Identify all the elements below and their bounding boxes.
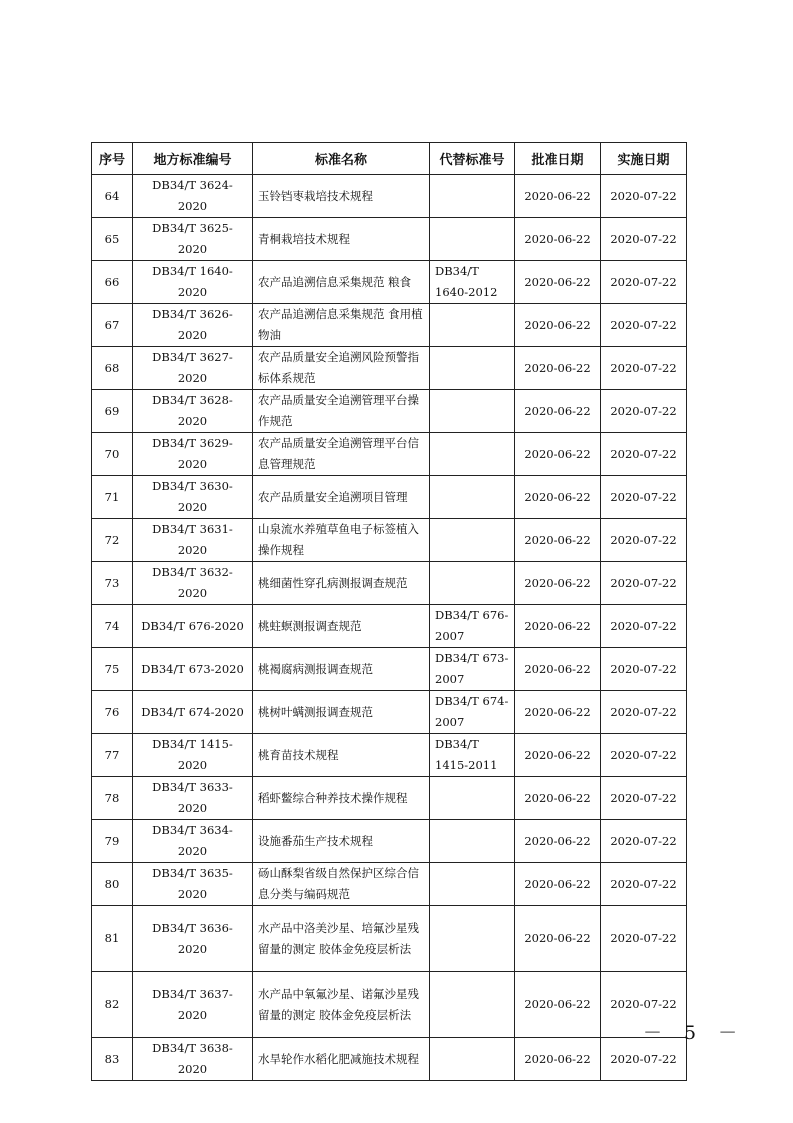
header-replaces: 代替标准号 [430, 143, 515, 175]
cell-effective: 2020-07-22 [601, 175, 687, 218]
cell-approved: 2020-06-22 [515, 863, 601, 906]
table-row [92, 347, 687, 390]
cell-approved: 2020-06-22 [515, 777, 601, 820]
cell-name: 山泉流水养殖草鱼电子标签植入操作规程 [253, 519, 430, 562]
cell-replaces: DB34/T 673-2007 [430, 648, 515, 691]
cell-code: DB34/T 3630-2020 [133, 476, 253, 519]
cell-no: 73 [92, 562, 133, 605]
table-row [92, 777, 687, 820]
cell-no: 75 [92, 648, 133, 691]
cell-code: DB34/T 3635-2020 [133, 863, 253, 906]
cell-code: DB34/T 3633-2020 [133, 777, 253, 820]
cell-no: 64 [92, 175, 133, 218]
cell-replaces: DB34/T 674-2007 [430, 691, 515, 734]
cell-approved: 2020-06-22 [515, 218, 601, 261]
cell-no: 69 [92, 390, 133, 433]
cell-code: DB34/T 676-2020 [133, 605, 253, 648]
cell-effective: 2020-07-22 [601, 218, 687, 261]
cell-effective: 2020-07-22 [601, 261, 687, 304]
cell-replaces [430, 906, 515, 972]
cell-name: 桃蛀螟测报调查规范 [253, 605, 430, 648]
cell-no: 68 [92, 347, 133, 390]
cell-name: 玉铃铛枣栽培技术规程 [253, 175, 430, 218]
cell-effective: 2020-07-22 [601, 605, 687, 648]
cell-effective: 2020-07-22 [601, 433, 687, 476]
cell-code: DB34/T 3624-2020 [133, 175, 253, 218]
cell-replaces [430, 863, 515, 906]
cell-name: 桃褐腐病测报调查规范 [253, 648, 430, 691]
cell-approved: 2020-06-22 [515, 476, 601, 519]
cell-no: 77 [92, 734, 133, 777]
cell-no: 74 [92, 605, 133, 648]
cell-name: 农产品追溯信息采集规范 食用植物油 [253, 304, 430, 347]
cell-name: 农产品质量安全追溯风险预警指标体系规范 [253, 347, 430, 390]
cell-approved: 2020-06-22 [515, 605, 601, 648]
cell-replaces [430, 304, 515, 347]
cell-no: 70 [92, 433, 133, 476]
cell-no: 65 [92, 218, 133, 261]
cell-name: 桃树叶螨测报调查规范 [253, 691, 430, 734]
cell-no: 83 [92, 1038, 133, 1081]
cell-approved: 2020-06-22 [515, 734, 601, 777]
cell-no: 80 [92, 863, 133, 906]
cell-code: DB34/T 3634-2020 [133, 820, 253, 863]
cell-effective: 2020-07-22 [601, 906, 687, 972]
cell-no: 71 [92, 476, 133, 519]
cell-effective: 2020-07-22 [601, 648, 687, 691]
cell-approved: 2020-06-22 [515, 175, 601, 218]
cell-replaces [430, 562, 515, 605]
table-row [92, 261, 687, 304]
cell-approved: 2020-06-22 [515, 1038, 601, 1081]
cell-approved: 2020-06-22 [515, 820, 601, 863]
cell-effective: 2020-07-22 [601, 777, 687, 820]
header-code: 地方标准编号 [133, 143, 253, 175]
table-row [92, 906, 687, 972]
cell-replaces: DB34/T 676-2007 [430, 605, 515, 648]
cell-code: DB34/T 3629-2020 [133, 433, 253, 476]
cell-replaces [430, 390, 515, 433]
cell-no: 78 [92, 777, 133, 820]
cell-name: 砀山酥梨省级自然保护区综合信息分类与编码规范 [253, 863, 430, 906]
cell-replaces [430, 1038, 515, 1081]
table-row [92, 734, 687, 777]
table-row [92, 562, 687, 605]
table-row [92, 476, 687, 519]
cell-code: DB34/T 3625-2020 [133, 218, 253, 261]
cell-effective: 2020-07-22 [601, 476, 687, 519]
cell-code: DB34/T 3627-2020 [133, 347, 253, 390]
cell-code: DB34/T 673-2020 [133, 648, 253, 691]
cell-effective: 2020-07-22 [601, 691, 687, 734]
cell-effective: 2020-07-22 [601, 304, 687, 347]
cell-replaces [430, 519, 515, 562]
cell-no: 76 [92, 691, 133, 734]
cell-name: 设施番茄生产技术规程 [253, 820, 430, 863]
cell-approved: 2020-06-22 [515, 519, 601, 562]
cell-effective: 2020-07-22 [601, 820, 687, 863]
cell-effective: 2020-07-22 [601, 734, 687, 777]
cell-code: DB34/T 1640-2020 [133, 261, 253, 304]
cell-approved: 2020-06-22 [515, 261, 601, 304]
cell-code: DB34/T 3631-2020 [133, 519, 253, 562]
cell-name: 水产品中氧氟沙星、诺氟沙星残留量的测定 胶体金免疫层析法 [253, 972, 430, 1038]
header-no: 序号 [92, 143, 133, 175]
cell-approved: 2020-06-22 [515, 347, 601, 390]
cell-code: DB34/T 674-2020 [133, 691, 253, 734]
cell-name: 青桐栽培技术规程 [253, 218, 430, 261]
cell-replaces [430, 476, 515, 519]
cell-code: DB34/T 3638-2020 [133, 1038, 253, 1081]
cell-effective: 2020-07-22 [601, 562, 687, 605]
cell-name: 水旱轮作水稻化肥减施技术规程 [253, 1038, 430, 1081]
cell-name: 农产品质量安全追溯项目管理 [253, 476, 430, 519]
cell-effective: 2020-07-22 [601, 390, 687, 433]
cell-name: 水产品中洛美沙星、培氟沙星残留量的测定 胶体金免疫层析法 [253, 906, 430, 972]
cell-approved: 2020-06-22 [515, 972, 601, 1038]
cell-effective: 2020-07-22 [601, 519, 687, 562]
table-row [92, 1038, 687, 1081]
cell-name: 农产品质量安全追溯管理平台信息管理规范 [253, 433, 430, 476]
table-row [92, 691, 687, 734]
table-row [92, 390, 687, 433]
cell-no: 67 [92, 304, 133, 347]
cell-no: 66 [92, 261, 133, 304]
cell-name: 农产品质量安全追溯管理平台操作规范 [253, 390, 430, 433]
table-row [92, 433, 687, 476]
cell-replaces [430, 433, 515, 476]
cell-replaces [430, 972, 515, 1038]
cell-approved: 2020-06-22 [515, 648, 601, 691]
cell-effective: 2020-07-22 [601, 347, 687, 390]
standards-table [91, 142, 687, 1081]
cell-name: 桃细菌性穿孔病测报调查规范 [253, 562, 430, 605]
cell-code: DB34/T 3626-2020 [133, 304, 253, 347]
cell-code: DB34/T 3637-2020 [133, 972, 253, 1038]
table-row [92, 175, 687, 218]
cell-effective: 2020-07-22 [601, 1038, 687, 1081]
cell-approved: 2020-06-22 [515, 562, 601, 605]
table-row [92, 218, 687, 261]
cell-code: DB34/T 1415-2020 [133, 734, 253, 777]
cell-code: DB34/T 3628-2020 [133, 390, 253, 433]
table-row [92, 863, 687, 906]
table-row [92, 304, 687, 347]
cell-approved: 2020-06-22 [515, 433, 601, 476]
header-approved: 批准日期 [515, 143, 601, 175]
table-row [92, 648, 687, 691]
cell-replaces: DB34/T 1415-2011 [430, 734, 515, 777]
header-name: 标准名称 [253, 143, 430, 175]
table-row [92, 972, 687, 1038]
cell-replaces: DB34/T 1640-2012 [430, 261, 515, 304]
table-header-row [92, 143, 687, 175]
cell-approved: 2020-06-22 [515, 390, 601, 433]
cell-approved: 2020-06-22 [515, 906, 601, 972]
cell-no: 79 [92, 820, 133, 863]
cell-name: 农产品追溯信息采集规范 粮食 [253, 261, 430, 304]
cell-approved: 2020-06-22 [515, 304, 601, 347]
cell-effective: 2020-07-22 [601, 863, 687, 906]
cell-name: 稻虾鳖综合种养技术操作规程 [253, 777, 430, 820]
cell-name: 桃育苗技术规程 [253, 734, 430, 777]
page-number: － 5 － [643, 1022, 746, 1044]
cell-approved: 2020-06-22 [515, 691, 601, 734]
table-row [92, 605, 687, 648]
cell-no: 72 [92, 519, 133, 562]
table-row [92, 820, 687, 863]
cell-no: 81 [92, 906, 133, 972]
cell-replaces [430, 218, 515, 261]
cell-no: 82 [92, 972, 133, 1038]
cell-replaces [430, 820, 515, 863]
cell-replaces [430, 175, 515, 218]
table-row [92, 519, 687, 562]
cell-replaces [430, 777, 515, 820]
header-effective: 实施日期 [601, 143, 687, 175]
cell-replaces [430, 347, 515, 390]
cell-code: DB34/T 3636-2020 [133, 906, 253, 972]
cell-effective: 2020-07-22 [601, 972, 687, 1038]
cell-code: DB34/T 3632-2020 [133, 562, 253, 605]
